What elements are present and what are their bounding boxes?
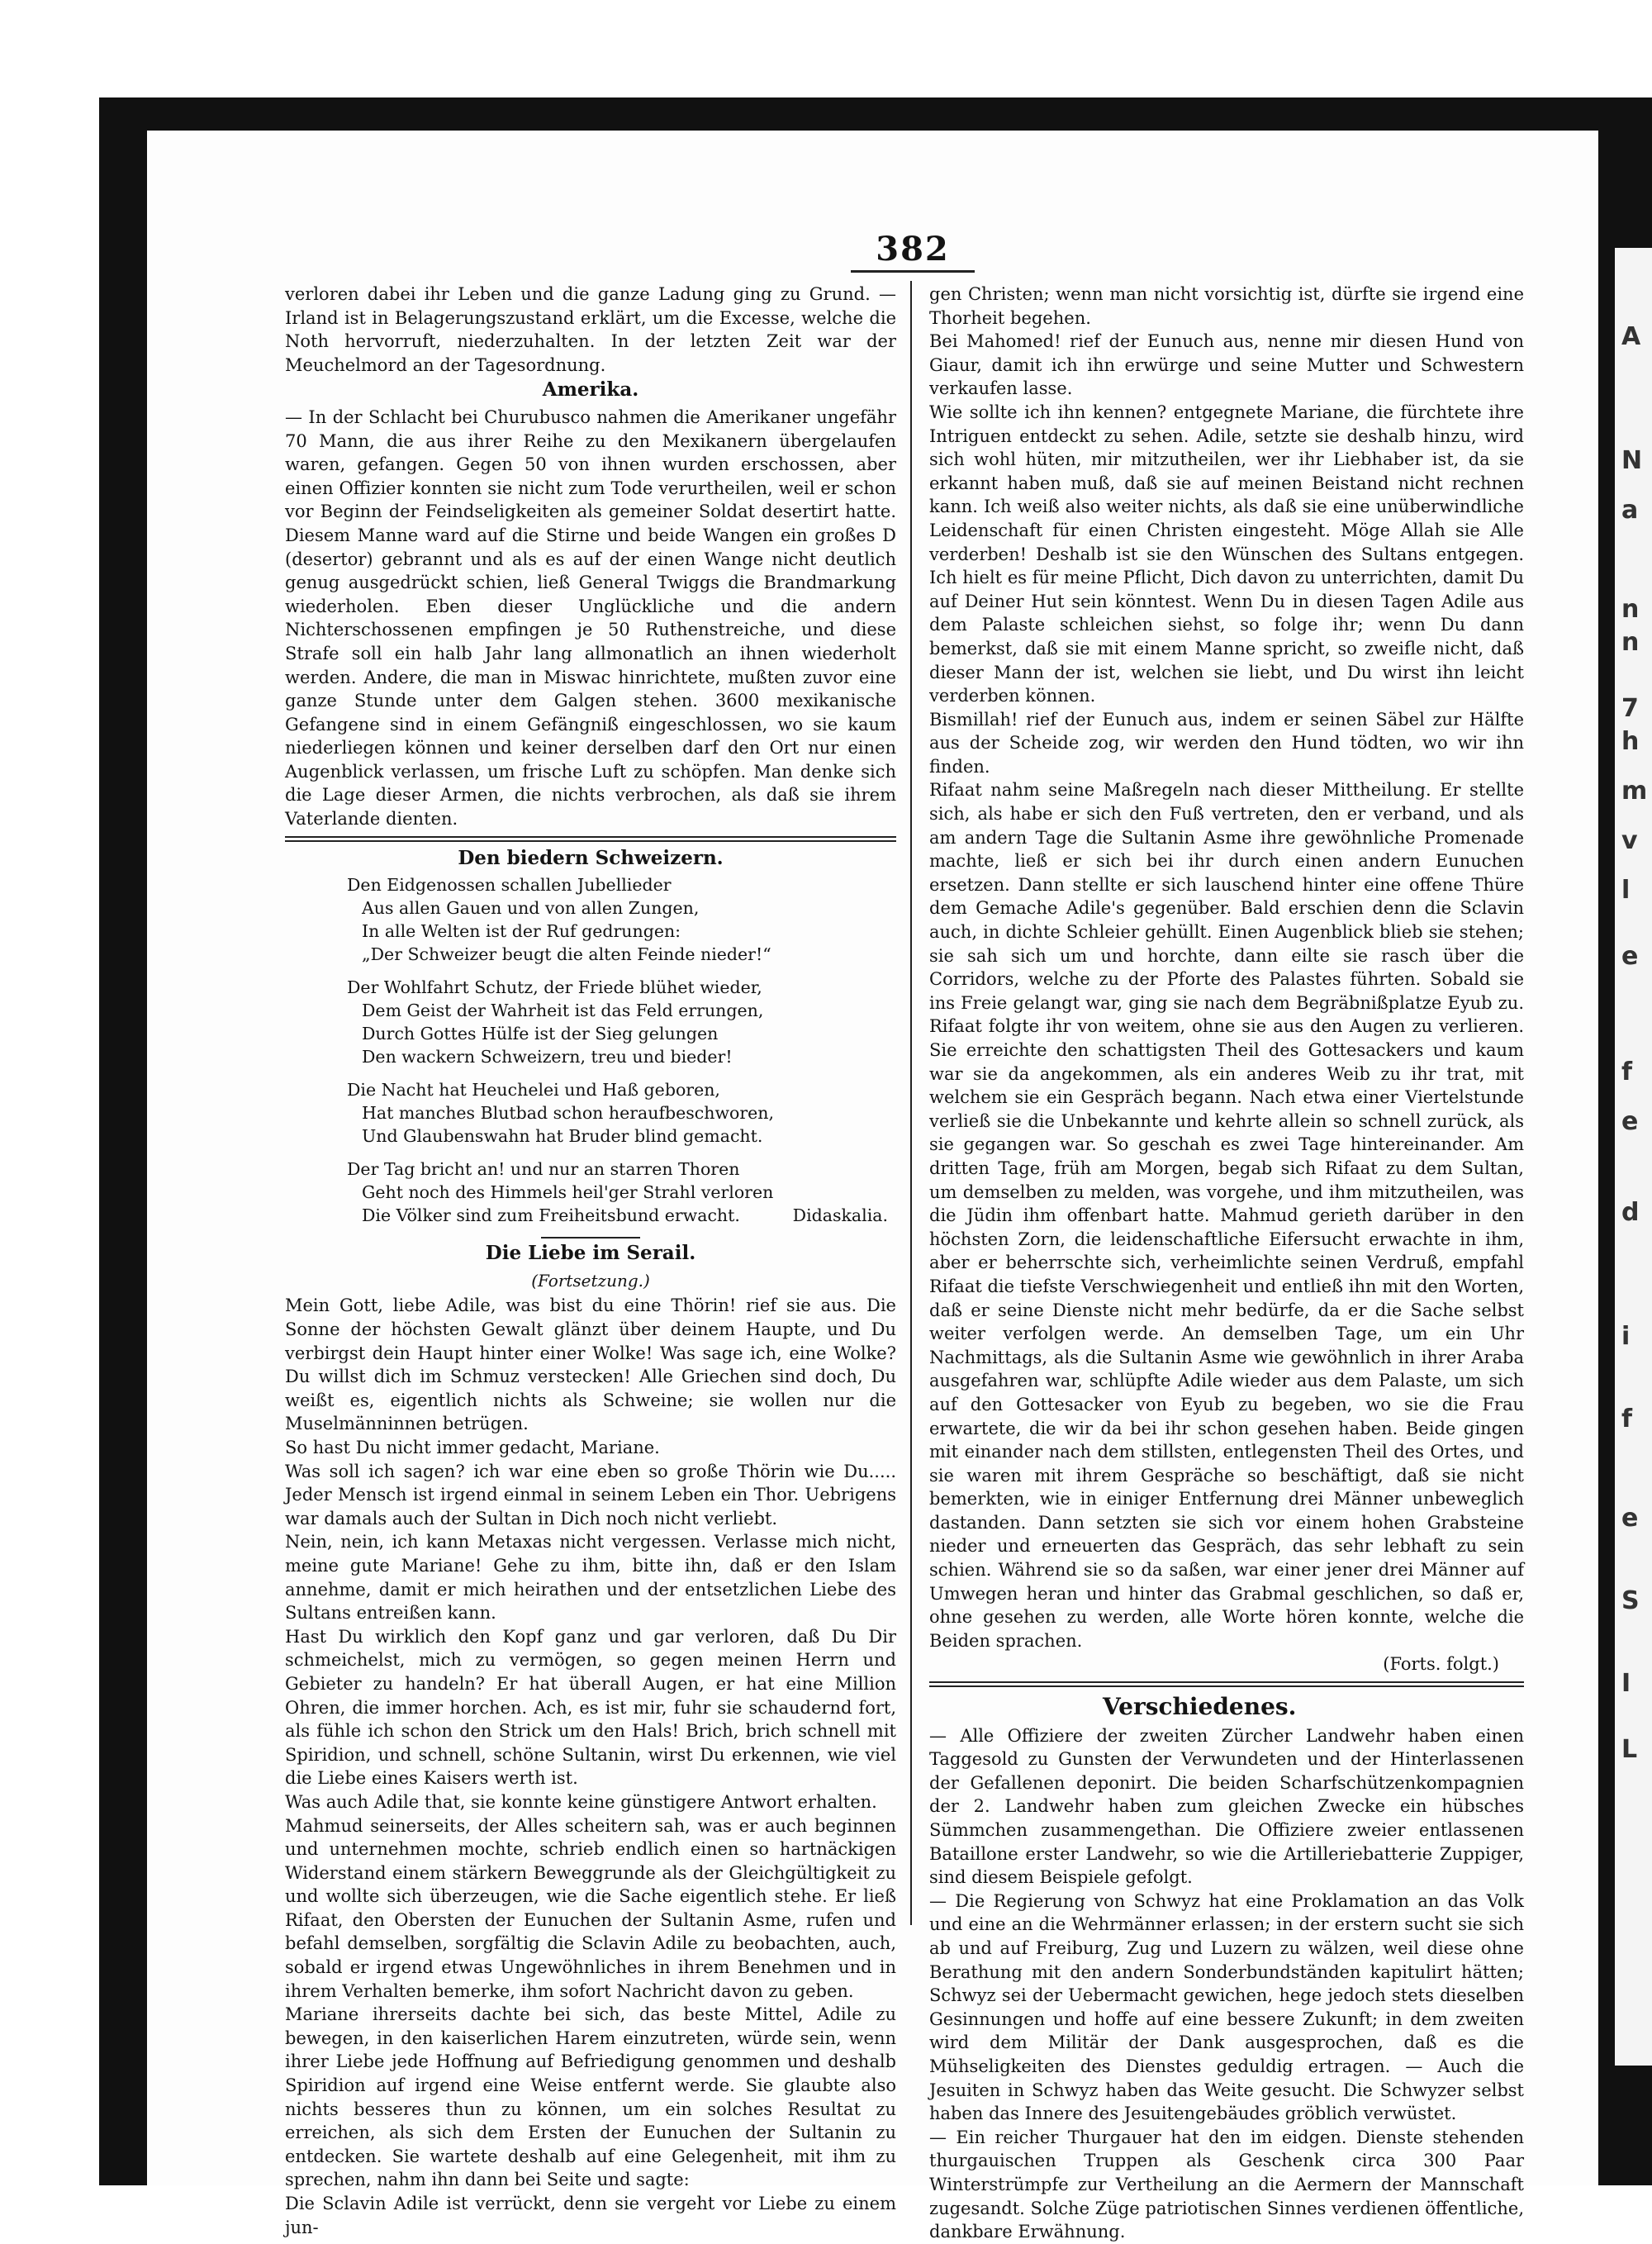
poem-author: Didaskalia. — [792, 1205, 888, 1226]
poem-line: Durch Gottes Hülfe ist der Sieg gelungen — [362, 1024, 719, 1044]
short-rule — [541, 1237, 640, 1238]
strip-letter: m — [1621, 777, 1648, 806]
poem-stanza-2 — [347, 976, 896, 1068]
story-paragraph: Rifaat nahm seine Maßregeln nach dieser Mittheilung. Er stellte sich, als habe er sich den Fuß vertreten, den er verband, und als am andern Tage die Sultanin Asme ihre gewöhnliche Promenade machte, ließ er sich bei ihr durch einen andern Eunuchen ersetzen. Dann stellte er sich lauschend hinter eine offene Thüre dem Gemache Adile's gegenüber. Bald erschien denn die Sclavin auch, in dichte Schleier gehüllt. Einen Augenblick blieb sie stehen; sie sah sich um und horchte, dann eilte sie rasch über die Corridors, welche zu der Pforte des Palastes führten. Sobald sie ins Freie gelangt war, ging sie nach dem Begräbnißplatze Eyub zu. Rifaat folgte ihr von weitem, ohne sie aus den Augen zu verlieren. Sie erreichte den schattigsten Theil des Gottesackers und kaum war sie da angekommen, als ein anderes Weib zu ihr trat, mit welchem sie ein Gespräch begann. Nach etwa einer Viertelstunde verließ sie die Unbekannte und kehrte allein so schnell zurück, als sie gegangen war. So geschah es zwei Tage hintereinander. Am dritten Tage, früh am Morgen, begab sich Rifaat zu dem Sultan, um demselben zu melden, was vorgehe, und ihm mitzutheilen, was die Jüdin ihm offenbart hatte. Mahmud gerieth darüber in den höchsten Zorn, die leidenschaftliche Eifersucht erwachte in ihm, aber er beherrschte sich, verheimlichte seinen Verdruß, empfahl Rifaat die tiefste Verschwiegenheit und entließ ihn mit den Worten, daß er seine Dienste nicht mehr bedürfe, da er die Sache selbst weiter verfolgen werde. An demselben Tage, um ein Uhr Nachmittags, als die Sultanin Asme wie gewöhnlich in ihrer Araba ausgefahren war, schlüpfte Adile wieder aus dem Palaste, um sich auf den Gottesacker von Eyub zu begeben, wo sie die Frau erwartete, die wir da bei ihr schon gesehen haben. Beide gingen mit einander nach dem stillsten, entlegensten Theil des Ortes, und sie waren mit ihrem Gespräche so beschäftigt, daß sie nicht bemerkten, wie in einiger Entfernung drei Männer unbeweglich dastanden. Dann setzten sie sich vor einem hohen Grabsteine nieder und erneuerten das Gespräch, das sehr lebhaft zu sein schien. Während sie so da saßen, war einer jener drei Männer auf Umwegen heran und hinter das Grabmal geschlichen, so daß er, ohne gesehen zu werden, alle Worte hören konnte, welche die Beiden sprachen. — [929, 780, 1524, 1651]
poem — [285, 873, 896, 1227]
amerika-heading: Amerika. — [542, 378, 639, 402]
misc-paragraph: — Alle Offiziere der zweiten Zürcher Landwehr haben einen Taggesold zu Gunsten der Verwundeten und der Hinterlassenen der Gefallenen deponirt. Die beiden Scharfschützenkompagnien der 2. Landwehr haben zum gleichen Zwecke ein hübsches Sümmchen zusammengethan. Die Offiziere zweier entlassenen Bataillone erster Landwehr, so wie die Artilleriebatterie Zuppiger, sind diesem Beispiele gefolgt. — [929, 1725, 1524, 1888]
strip-letter: e — [1621, 1107, 1639, 1136]
poem-line: Die Nacht hat Heuchelei und Haß geboren, — [347, 1080, 720, 1101]
strip-letter: e — [1621, 1504, 1639, 1533]
poem-line: Den wackern Schweizern, treu und bieder! — [362, 1047, 733, 1067]
poem-line: Hat manches Blutbad schon heraufbeschworen, — [362, 1103, 775, 1124]
strip-letter: l — [1621, 876, 1631, 905]
story-paragraph: gen Christen; wenn man nicht vorsichtig ist, dürfte sie irgend eine Thorheit begehen. — [929, 284, 1524, 328]
story-paragraph: Mahmud seinerseits, der Alles scheitern sah, was er auch beginnen und unternehmen mochte, schrieb endlich einen so hartnäckigen Widerstand einem stärkern Beweggrunde als der Gleichgültigkeit zu und wollte sich überzeugen, wie die Sache eigentlich stehe. Er ließ Rifaat, den Obersten der Eunuchen der Sultanin Asme, rufen und befahl demselben, sorgfältig die Sclavin Adile zu beobachten, auch, sobald er irgend etwas Ungewöhnliches in ihrem Benehmen und in ihrem Verhalten bemerke, ihm sofort Nachricht davon zu geben. — [285, 1815, 896, 2001]
strip-letter: v — [1621, 826, 1638, 855]
strip-letter: a — [1621, 496, 1639, 525]
misc-heading: Verschiedenes. — [1103, 1693, 1297, 1721]
strip-letter: A — [1621, 322, 1641, 351]
poem-line: Der Wohlfahrt Schutz, der Friede blühet wieder, — [347, 977, 762, 998]
story-paragraph: Bei Mahomed! rief der Eunuch aus, nenne mir diesen Hund von Giaur, damit ich ihn erwürge und seine Mutter und Schwestern verkaufen lasse. — [929, 331, 1524, 399]
strip-letter: e — [1621, 942, 1639, 971]
poem-stanza-3 — [347, 1078, 896, 1148]
right-column — [929, 283, 1524, 2244]
story-continued-note: (Forts. folgt.) — [1383, 1654, 1499, 1675]
strip-letter: n — [1621, 595, 1640, 624]
poem-line: Geht noch des Himmels heil'ger Strahl verloren — [362, 1182, 774, 1203]
poem-heading: Den biedern Schweizern. — [458, 846, 724, 869]
poem-line: Und Glaubenswahn hat Bruder blind gemacht. — [362, 1126, 763, 1147]
poem-line: Der Tag bricht an! und nur an starren Thoren — [347, 1159, 740, 1180]
left-column — [285, 283, 896, 2239]
strip-letter: f — [1621, 1058, 1633, 1086]
strip-letter: i — [1621, 1322, 1631, 1351]
story-paragraph: Hast Du wirklich den Kopf ganz und gar verloren, daß Du Dir schmeichelst, mich zu vermögen, so gegen meinen Herrn und Gebieter zu handeln? Er hat überall Augen, er hat eine Million Ohren, die immer horchen. Ach, es ist mir, fuhr sie schaudernd fort, als fühle ich schon den Strick um den Hals! Brich, brich schnell mit Spiridion, und schnell, schöne Sultanin, wirst Du erkennen, wie viel die Liebe eines Kaisers werth ist. — [285, 1626, 896, 1789]
strip-letter: S — [1621, 1586, 1640, 1615]
poem-line: „Der Schweizer beugt die alten Feinde nieder!“ — [362, 944, 771, 965]
story-paragraph: So hast Du nicht immer gedacht, Mariane. — [285, 1438, 660, 1457]
intro-paragraph: verloren dabei ihr Leben und die ganze Ladung ging zu Grund. — Irland ist in Belagerungszustand erklärt, um die Excesse, welche die Noth hervorruft, niederzuhalten. In der letzten Zeit war der Meuchelmord an der Tagesordnung. — [285, 284, 896, 375]
strip-letter: n — [1621, 628, 1640, 657]
story-paragraph: Wie sollte ich ihn kennen? entgegnete Mariane, die fürchtete ihre Intriguen entdeckt zu sehen. Adile, setzte sie deshalb hinzu, wird sich wohl hüten, mir mitzutheilen, wer ihr Liebhaber ist, da sie erkannt haben muß, daß sie auf meinen Beistand nicht rechnen kann. Ich weiß also weiter nichts, als daß sie eine unüberwindliche Leidenschaft für einen Christen eingesteht. Möge Allah sie Alle verderben! Deshalb ist sie den Wünschen des Sultans entgegen. Ich hielt es für meine Pflicht, Dich davon zu unterrichten, damit Du auf Deiner Hut sein könntest. Wenn Du in diesen Tagen Adile aus dem Palaste schleichen siehst, so folge ihr; wenn Du dann bemerkst, daß sie mit einem Manne spricht, so zweifle nicht, daß dieser Mann der ist, welchen sie liebt, und Du wirst ihn leicht verderben können. — [929, 402, 1524, 706]
strip-letter: N — [1621, 446, 1643, 475]
strip-letter: I — [1621, 1669, 1631, 1698]
story-paragraph: Mariane ihrerseits dachte bei sich, das beste Mittel, Adile zu bewegen, in den kaiserlichen Harem einzutreten, würde sein, wenn ihrer Liebe jede Hoffnung auf Befriedigung genommen und deshalb Spiridion auf irgend eine Weise entfernt werde. Sie glaubte also nichts besseres thun zu können, um ein solches Resultat zu erreichen, als sich dem Ersten der Eunuchen der Sultanin zu entdecken. Sie wartete deshalb auf eine Gelegenheit, mit ihm zu sprechen, nahm ihn dann bei Seite und sagte: — [285, 2004, 896, 2190]
poem-line: Den Eidgenossen schallen Jubellieder — [347, 875, 672, 896]
story-paragraph: Was auch Adile that, sie konnte keine günstigere Antwort erhalten. — [285, 1791, 877, 1812]
strip-letter: d — [1621, 1198, 1640, 1227]
strip-letter: 7 — [1621, 694, 1639, 723]
strip-letter: f — [1621, 1405, 1633, 1433]
column-divider — [910, 281, 912, 1925]
story-paragraph: Die Sclavin Adile ist verrückt, denn sie vergeht vor Liebe zu einem jun- — [285, 2194, 896, 2237]
strip-letter: h — [1621, 727, 1640, 756]
story-heading: Die Liebe im Serail. — [485, 1242, 696, 1265]
poem-line: In alle Welten ist der Ruf gedrungen: — [362, 921, 681, 942]
strip-letter: L — [1621, 1735, 1638, 1764]
poem-line: Dem Geist der Wahrheit ist das Feld errungen, — [362, 1001, 764, 1021]
section-rule — [285, 836, 896, 842]
scan-border-left — [99, 97, 147, 2185]
story-subheading: (Fortsetzung.) — [531, 1270, 650, 1291]
page-number: 382 — [851, 230, 975, 273]
poem-line: Die Völker sind zum Freiheitsbund erwacht. — [362, 1205, 740, 1226]
amerika-paragraph: — In der Schlacht bei Churubusco nahmen die Amerikaner ungefähr 70 Mann, die aus ihrer Reihe zu den Mexikanern übergelaufen waren, gefangen. Gegen 50 von ihnen wurden erschossen, aber einen Offizier konnten sie nicht zum Tode verurtheilen, weil er schon vor Beginn der Feindseligkeiten als gemeiner Soldat desertirt hatte. Diesem Manne ward auf die Stirne und beide Wangen ein großes D (desertor) gebrannt und als es auf der einen Wange nicht deutlich genug ausgedrückt schien, ließ General Twiggs die Brandmarkung wiederholen. Eben dieser Unglückliche und die andern Nichterschossenen empfingen je 50 Ruthenstreiche, und diese Strafe soll ein halb Jahr lang allmonatlich an ihnen wiederholt werden. Andere, die man in Miswac hinrichtete, mußten zuvor eine ganze Stunde unter dem Galgen stehen. 3600 mexikanische Gefangene sind in einem Gefängniß eingeschlossen, wo sie kaum niederliegen können und keiner derselben darf den Ort nur einen Augenblick verlassen, um frische Luft zu schöpfen. Man denke sich die Lage dieser Armen, die nichts verbrochen, als daß sie ihrem Vaterlande dienten. — [285, 406, 896, 830]
section-rule — [929, 1681, 1524, 1687]
story-paragraph: Bismillah! rief der Eunuch aus, indem er seinen Säbel zur Hälfte aus der Scheide zog, wir werden den Hund tödten, wo wir ihn finden. — [929, 709, 1524, 777]
poem-line: Aus allen Gauen und von allen Zungen, — [362, 898, 700, 919]
misc-paragraph: — Ein reicher Thurgauer hat den im eidgen. Dienste stehenden thurgauischen Truppen als Geschenk circa 300 Paar Winterstrümpfe zur Vertheilung an die Aermern der Mannschaft zugesandt. Solche Züge patriotischen Sinnes verdienen öffentliche, dankbare Erwähnung. — [929, 2127, 1524, 2242]
poem-stanza-4 — [347, 1158, 896, 1227]
story-paragraph: Was soll ich sagen? ich war eine eben so große Thörin wie Du..... Jeder Mensch ist irgend einmal in seinem Leben ein Thor. Uebrigens war damals auch der Sultan in Dich noch nicht verliebt. — [285, 1461, 896, 1528]
story-paragraph: Nein, nein, ich kann Metaxas nicht vergessen. Verlasse mich nicht, meine gute Mariane! Gehe zu ihm, bitte ihn, daß er den Islam annehme, damit er mich heirathen und der entsetzlichen Liebe des Sultans entreißen kann. — [285, 1532, 896, 1624]
story-paragraph: Mein Gott, liebe Adile, was bist du eine Thörin! rief sie aus. Die Sonne der höchsten Gewalt glänzt über deinem Haupte, und Du verbirgst dein Haupt hinter einer Wolke! Was sage ich, eine Wolke? Du willst dich im Schmuz verstecken! Alle Griechen sind doch, Du weißt es, eigentlich nichts als Schweine; sie wollen nur die Muselmänninnen betrügen. — [285, 1296, 896, 1434]
scan-border-top — [99, 97, 1652, 131]
adjacent-page-strip — [1615, 248, 1652, 2066]
misc-paragraph: — Die Regierung von Schwyz hat eine Proklamation an das Volk und eine an die Wehrmänner erlassen; in der erstern sucht sie sich ab und auf Freiburg, Zug und Luzern zu wälzen, weil diese ohne Berathung mit den andern Sonderbundständen kapitulirt hätten; Schwyz sei der Uebermacht gewichen, hege jedoch stets dieselben Gesinnungen und hoffe auf eine bessere Zukunft; in dem zweiten wird dem Militär der Dank ausgesprochen, daß es die Mühseligkeiten des Dienstes geduldig ertragen. — Auch die Jesuiten in Schwyz haben das Weite gesucht. Die Schwyzer selbst haben das Innere des Jesuitengebäudes gröblich verwüstet. — [929, 1890, 1524, 2124]
poem-stanza-1 — [347, 873, 896, 966]
story-text-left — [285, 1294, 896, 2239]
